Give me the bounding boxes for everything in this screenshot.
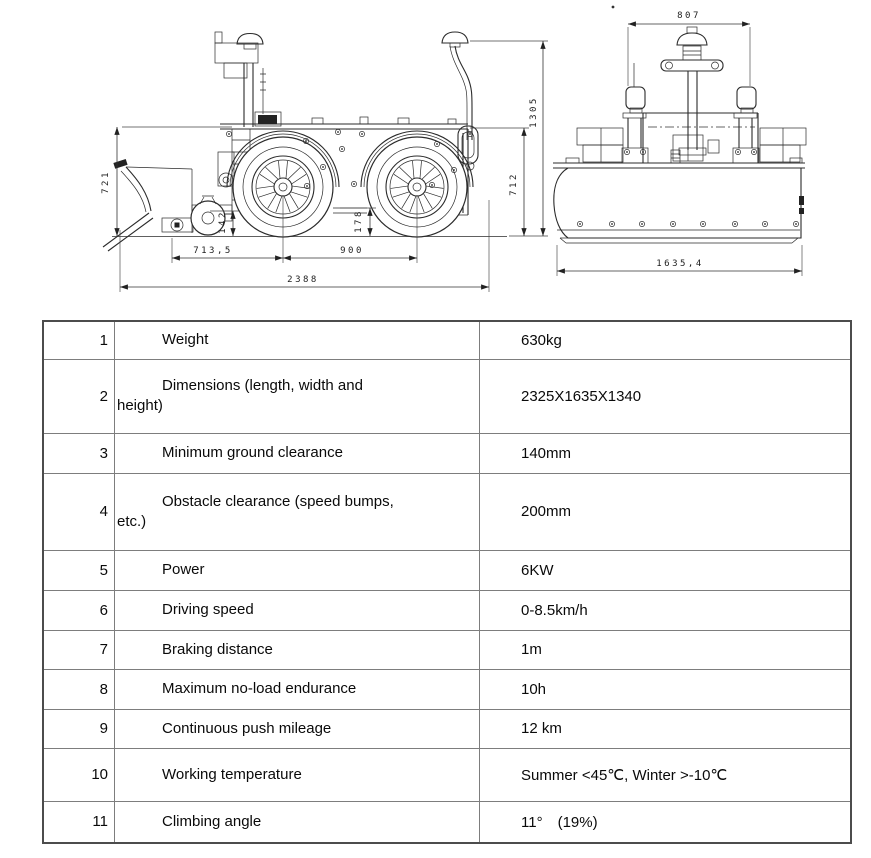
spec-row-number: 10 (43, 748, 115, 801)
table-row (43, 669, 851, 709)
spec-value: 1m (480, 630, 852, 669)
technical-drawing (0, 0, 871, 312)
spec-label-line: Weight (162, 331, 209, 349)
gnss-dome-front (237, 34, 263, 45)
dim-721: 721 (101, 170, 111, 194)
table-row (43, 709, 851, 748)
table-row (43, 473, 851, 550)
rear-mast-antenna (661, 27, 723, 163)
spec-value: 140mm (480, 433, 852, 473)
spec-label (115, 709, 480, 748)
spec-row-number: 2 (43, 359, 115, 433)
spec-row-number: 4 (43, 473, 115, 550)
spec-label-line: Power (162, 561, 205, 578)
dim-713-5: 713,5 (193, 246, 233, 256)
spec-table-container (42, 320, 793, 844)
spec-row-number: 9 (43, 709, 115, 748)
spec-row-number: 11 (43, 801, 115, 843)
spec-label-line: height) (117, 397, 163, 414)
front-mast-antenna (215, 32, 266, 127)
spec-value: 2325X1635X1340 (480, 359, 852, 433)
dim-1635-4: 1635,4 (656, 259, 704, 269)
spec-label (115, 473, 480, 550)
dim-807: 807 (677, 11, 701, 21)
camera-box (258, 115, 277, 124)
spec-table (42, 320, 852, 844)
spec-label (115, 321, 480, 359)
rear-view-dimensions (557, 11, 802, 276)
spec-row-number: 5 (43, 550, 115, 590)
spec-label-line: Obstacle clearance (speed bumps, (162, 492, 394, 510)
spec-label-line: Continuous push mileage (162, 719, 332, 737)
spec-label-line: Minimum ground clearance (162, 444, 343, 461)
spec-value: 11° (19%) (480, 801, 852, 843)
dim-1305: 1305 (529, 96, 539, 128)
table-row (43, 359, 851, 433)
spec-value: 6KW (480, 550, 852, 590)
dim-142: 142 (218, 210, 228, 234)
side-view-drawing (101, 32, 548, 292)
table-row (43, 321, 851, 359)
spec-label (115, 590, 480, 630)
spec-value: 0-8.5km/h (480, 590, 852, 630)
spec-value: 10h (480, 669, 852, 709)
table-row (43, 748, 851, 801)
dim-178: 178 (354, 209, 364, 233)
gnss-dome-rear (442, 32, 468, 43)
gnss-dome-top (677, 33, 707, 45)
spec-label (115, 433, 480, 473)
spec-label-line: Braking distance (162, 640, 273, 658)
table-row (43, 630, 851, 669)
spec-label (115, 359, 480, 433)
table-row (43, 550, 851, 590)
spec-label-line: Working temperature (162, 765, 302, 783)
spec-row-number: 3 (43, 433, 115, 473)
spec-label-line: Maximum no-load endurance (162, 680, 357, 697)
spec-row-number: 1 (43, 321, 115, 359)
spec-value: 12 km (480, 709, 852, 748)
spec-label (115, 801, 480, 843)
table-row (43, 590, 851, 630)
left-post-sensor (622, 63, 648, 163)
rear-blade (553, 158, 805, 243)
spec-label-line: Climbing angle (162, 812, 262, 830)
spec-label (115, 748, 480, 801)
spec-label (115, 669, 480, 709)
dim-900: 900 (340, 246, 364, 256)
dim-2388: 2388 (287, 275, 319, 285)
rear-view-drawing (553, 11, 806, 276)
table-row (43, 801, 851, 843)
table-row (43, 433, 851, 473)
spec-label-line: Driving speed (162, 601, 254, 618)
spec-value: 630kg (480, 321, 852, 359)
spec-label-line: etc.) (117, 512, 147, 530)
left-wing-boxes (577, 128, 623, 162)
spec-row-number: 6 (43, 590, 115, 630)
spec-label (115, 550, 480, 590)
spec-label (115, 630, 480, 669)
stray-dot (612, 6, 615, 9)
right-post-sensor (733, 87, 759, 163)
spec-label-line: Dimensions (length, width and (162, 377, 363, 394)
right-wing-boxes (760, 128, 806, 162)
spec-row-number: 8 (43, 669, 115, 709)
spec-row-number: 7 (43, 630, 115, 669)
spec-value: 200mm (480, 473, 852, 550)
spec-value: Summer <45℃, Winter >-10℃ (480, 748, 852, 801)
dim-712: 712 (509, 172, 519, 196)
